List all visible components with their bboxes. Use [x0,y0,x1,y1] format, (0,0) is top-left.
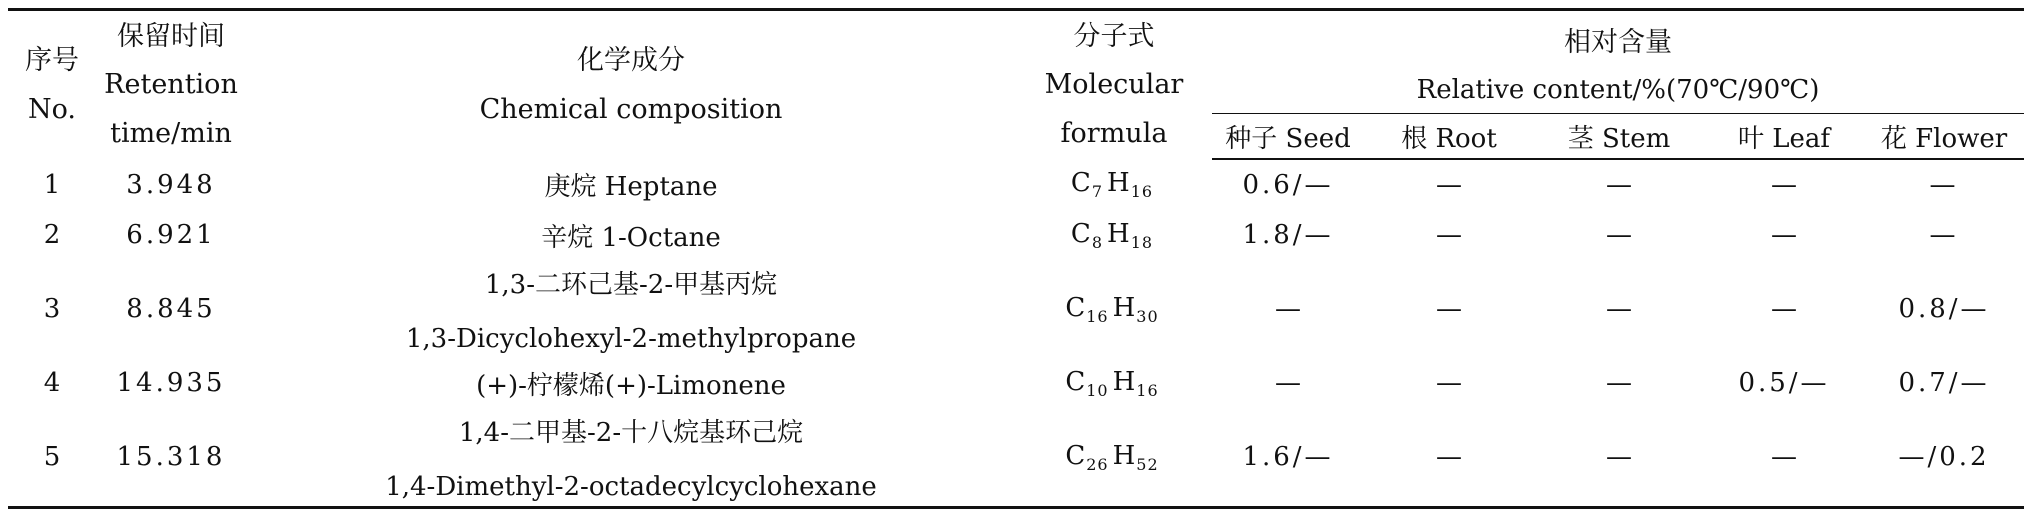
cell-retention-time: 3.948 [126,169,216,200]
cell-root: — [1364,408,1534,508]
cell-leaf: — [1771,294,1797,324]
formula-element: C [1065,366,1086,397]
composition-zh: 1,3-二环己基-2-甲基丙烷 [484,270,778,300]
cell-formula [1016,260,1212,358]
header-no [8,10,96,160]
table-header [8,10,2024,160]
cell-seed: 1.8/— [1242,220,1334,250]
formula-element: H [1112,292,1136,323]
cell-composition [246,260,1016,358]
formula-count: 7 [1091,182,1104,201]
cell-flower: — [1929,220,1959,250]
header-no-en: No. [28,94,76,125]
header-part-leaf: 叶 Leaf [1704,114,1864,160]
cell-retention-time: 6.921 [126,220,216,250]
cell-no: 4 [43,368,61,398]
cell-leaf: 0.5/— [1738,368,1830,398]
formula-count: 30 [1136,306,1159,326]
header-retention-time [96,10,246,160]
cell-retention-time: 14.935 [116,368,226,398]
formula-count: 16 [1136,380,1159,400]
cell-flower: —/0.2 [1864,408,2024,508]
cell-leaf: — [1771,170,1797,200]
composition-zh: 1,4-二甲基-2-十八烷基环己烷 [458,418,804,448]
cell-root: — [1436,368,1462,398]
cell-composition: 庚烷 Heptane [544,172,718,202]
header-part-seed: 种子 Seed [1212,114,1364,160]
cell-stem: — [1606,368,1632,398]
cell-formula [1016,408,1212,508]
cell-retention-time: 15.318 [96,408,246,508]
table-row [8,408,2024,508]
formula-element: C [1070,218,1091,249]
table-row [8,210,2024,260]
cell-leaf: — [1771,220,1797,250]
header-rt-en1: Retention [104,69,238,101]
cell-leaf: — [1704,408,1864,508]
header-part-stem: 茎 Stem [1534,114,1704,160]
cell-seed: — [1275,294,1301,324]
cell-formula [1016,210,1212,260]
formula-element: C [1070,168,1091,198]
formula-element: C [1065,440,1086,471]
cell-stem: — [1606,220,1632,250]
table-row [8,159,2024,210]
formula-element: H [1112,366,1136,397]
header-formula-en1: Molecular [1044,69,1184,101]
cell-root: — [1436,294,1462,324]
header-formula-en2: formula [1060,118,1168,150]
cell-stem: — [1606,294,1632,324]
cell-formula [1016,358,1212,408]
formula-element: C [1065,292,1086,323]
cell-seed: 0.6/— [1242,170,1334,200]
header-formula [1016,10,1212,160]
formula-count: 16 [1130,182,1154,201]
composition-en: 1,3-Dicyclohexyl-2-methylpropane [405,324,857,354]
formula-count: 8 [1091,232,1104,252]
cell-no: 3 [43,294,61,324]
cell-no: 1 [43,169,61,200]
header-rt-zh: 保留时间 [117,20,225,52]
formula-element: H [1107,218,1130,249]
header-part-flower: 花 Flower [1864,114,2024,160]
cell-flower: — [1929,170,1959,200]
formula-count: 18 [1130,232,1154,252]
table-row [8,260,2024,358]
cell-composition [246,408,1016,508]
header-comp-zh: 化学成分 [577,44,685,76]
cell-root: — [1436,170,1462,200]
cell-root: — [1436,220,1462,250]
header-relative-content-zh: 相对含量 [1212,10,2024,68]
cell-flower: 0.8/— [1898,294,1990,324]
header-rt-en2: time/min [110,118,232,150]
cell-no: 2 [43,220,61,250]
cell-no: 5 [8,408,96,508]
cell-seed: 1.6/— [1212,408,1364,508]
header-part-root: 根 Root [1364,114,1534,160]
formula-count: 26 [1086,454,1109,474]
cell-composition: (+)-柠檬烯(+)-Limonene [476,370,786,401]
header-formula-zh: 分子式 [1073,20,1155,52]
header-comp-en: Chemical composition [479,94,783,125]
cell-formula [1016,159,1212,210]
formula-count: 16 [1086,306,1109,326]
cell-seed: — [1275,368,1301,398]
table-row [8,358,2024,408]
formula-element: H [1107,168,1130,198]
cell-stem: — [1534,408,1704,508]
cell-composition: 辛烷 1-Octane [541,222,721,253]
formula-count: 10 [1086,380,1109,400]
formula-count: 52 [1136,454,1159,474]
table-body [8,159,2024,508]
header-no-zh: 序号 [25,44,79,76]
compound-table [8,8,2024,509]
composition-en: 1,4-Dimethyl-2-octadecylcyclohexane [385,472,877,502]
cell-flower: 0.7/— [1898,368,1990,398]
header-composition [246,10,1016,160]
formula-element: H [1112,440,1136,471]
cell-stem: — [1606,170,1632,200]
cell-retention-time: 8.845 [126,294,216,324]
header-relative-content-en: Relative content/%(70℃/90℃) [1212,67,2024,114]
